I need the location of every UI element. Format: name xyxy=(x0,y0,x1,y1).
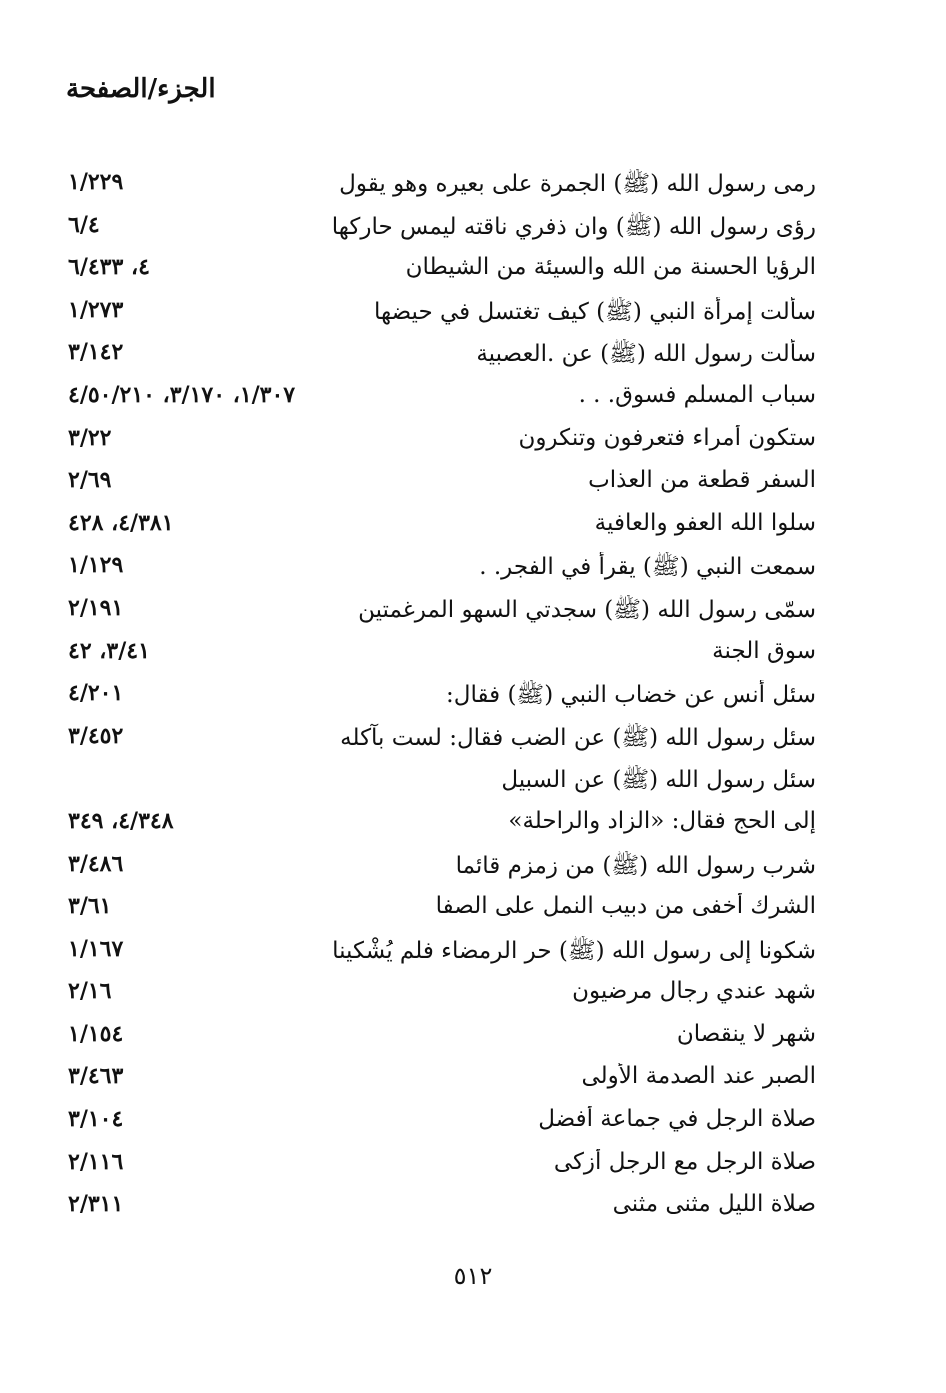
index-entry xyxy=(60,845,816,888)
page-number: ٥١٢ xyxy=(453,1262,493,1290)
entry-text: سلوا الله العفو والعافية xyxy=(594,509,816,536)
entry-reference: ٢/١٩١ xyxy=(68,594,124,621)
index-entry xyxy=(60,1057,816,1100)
entry-text: رؤى رسول الله (ﷺ) وان ذفري ناقته ليمس حاركها xyxy=(331,213,816,240)
index-entry xyxy=(60,248,816,291)
entry-text: صلاة الرجل في جماعة أفضل xyxy=(538,1106,816,1133)
index-entry xyxy=(60,930,816,973)
hadith-index-list xyxy=(60,163,816,1228)
entry-reference: ٣/٤١، ٤٢ xyxy=(68,637,150,664)
entry-text: سئل أنس عن خضاب النبي (ﷺ) فقال: xyxy=(446,682,816,709)
entry-text: شهر لا ينقصان xyxy=(676,1020,816,1047)
entry-reference: ٣/١٤٢ xyxy=(68,339,124,366)
index-entry xyxy=(60,972,816,1015)
entry-text: الشرك أخفى من دبيب النمل على الصفا xyxy=(435,893,816,920)
index-entry xyxy=(60,589,816,632)
index-entry xyxy=(60,546,816,589)
entry-text: سمّى رسول الله (ﷺ) سجدتي السهو المرغمتين xyxy=(358,596,816,623)
entry-reference: ٣/٢٢ xyxy=(68,424,112,451)
entry-text: سألت رسول الله (ﷺ) عن .العصبية xyxy=(476,341,816,368)
entry-reference: ٦/٤ xyxy=(68,211,100,238)
index-entry xyxy=(60,206,816,249)
index-entry xyxy=(60,1185,816,1228)
entry-reference: ٢/١١٦ xyxy=(68,1148,124,1175)
index-entry xyxy=(60,376,816,419)
index-entry xyxy=(60,1100,816,1143)
entry-reference: ١/١٥٤ xyxy=(68,1020,124,1047)
index-entry xyxy=(60,461,816,504)
entry-text: الصبر عند الصدمة الأولى xyxy=(581,1063,816,1090)
index-entry xyxy=(60,717,816,760)
entry-reference: ١/٣٠٧، ٣/١٧٠، ٤/٥٠/٢١٠ xyxy=(68,381,296,408)
entry-reference: ٣/٤٦٣ xyxy=(68,1063,124,1090)
entry-text: إلى الحج فقال: «الزاد والراحلة» xyxy=(508,807,816,834)
entry-reference: ٢/٣١١ xyxy=(68,1191,124,1218)
entry-reference: ١/١٢٩ xyxy=(68,552,124,579)
entry-text: سألت إمرأة النبي (ﷺ) كيف تغتسل في حيضها xyxy=(373,298,816,325)
index-entry xyxy=(60,887,816,930)
entry-reference: ٣/١٠٤ xyxy=(68,1106,124,1133)
entry-reference: ٤، ٦/٤٣٣ xyxy=(68,254,150,281)
entry-text: سئل رسول الله (ﷺ) عن الضب فقال: لست بآكله xyxy=(340,724,816,751)
column-header-volume-page: الجزء/الصفحة xyxy=(66,74,216,104)
index-entry xyxy=(60,1143,816,1186)
index-entry xyxy=(60,759,816,802)
index-entry xyxy=(60,504,816,547)
entry-reference: ٢/٦٩ xyxy=(68,467,112,494)
entry-reference: ٣/٦١ xyxy=(68,893,112,920)
index-entry xyxy=(60,419,816,462)
entry-text: الرؤيا الحسنة من الله والسيئة من الشيطان xyxy=(405,254,816,281)
entry-text: سئل رسول الله (ﷺ) عن السبيل xyxy=(501,767,816,794)
entry-text: شكونا إلى رسول الله (ﷺ) حر الرمضاء فلم يُشْكينا xyxy=(332,937,816,964)
index-entry xyxy=(60,674,816,717)
entry-text: سباب المسلم فسوق. . . xyxy=(578,381,816,408)
entry-text: صلاة الرجل مع الرجل أزكى xyxy=(553,1148,816,1175)
entry-text: شهد عندي رجال مرضيون xyxy=(572,978,816,1005)
entry-reference: ٤/٣٨١، ٤٢٨ xyxy=(68,509,174,536)
entry-reference: ٣/٤٨٦ xyxy=(68,850,124,877)
entry-reference: ٤/٢٠١ xyxy=(68,680,124,707)
entry-text: شرب رسول الله (ﷺ) من زمزم قائما xyxy=(455,852,816,879)
index-entry xyxy=(60,802,816,845)
entry-text: سمعت النبي (ﷺ) يقرأ في الفجر. . xyxy=(479,554,816,581)
index-entry xyxy=(60,1015,816,1058)
index-entry xyxy=(60,163,816,206)
entry-text: صلاة الليل مثنى مثنى xyxy=(612,1191,816,1218)
entry-text: رمى رسول الله (ﷺ) الجمرة على بعيره وهو يقول xyxy=(339,171,816,197)
index-entry xyxy=(60,333,816,376)
entry-reference: ١/١٦٧ xyxy=(68,935,124,962)
entry-text: ستكون أمراء فتعرفون وتنكرون xyxy=(518,424,816,451)
entry-reference: ٣/٤٥٢ xyxy=(68,722,124,749)
entry-text: سوق الجنة xyxy=(712,637,816,664)
index-entry xyxy=(60,632,816,675)
entry-reference: ٢/١٦ xyxy=(68,978,112,1005)
entry-reference: ١/٢٧٣ xyxy=(68,296,124,323)
index-entry xyxy=(60,291,816,334)
entry-reference: ١/٢٢٩ xyxy=(68,169,124,195)
entry-reference: ٤/٣٤٨، ٣٤٩ xyxy=(68,807,174,834)
entry-text: السفر قطعة من العذاب xyxy=(588,467,816,494)
